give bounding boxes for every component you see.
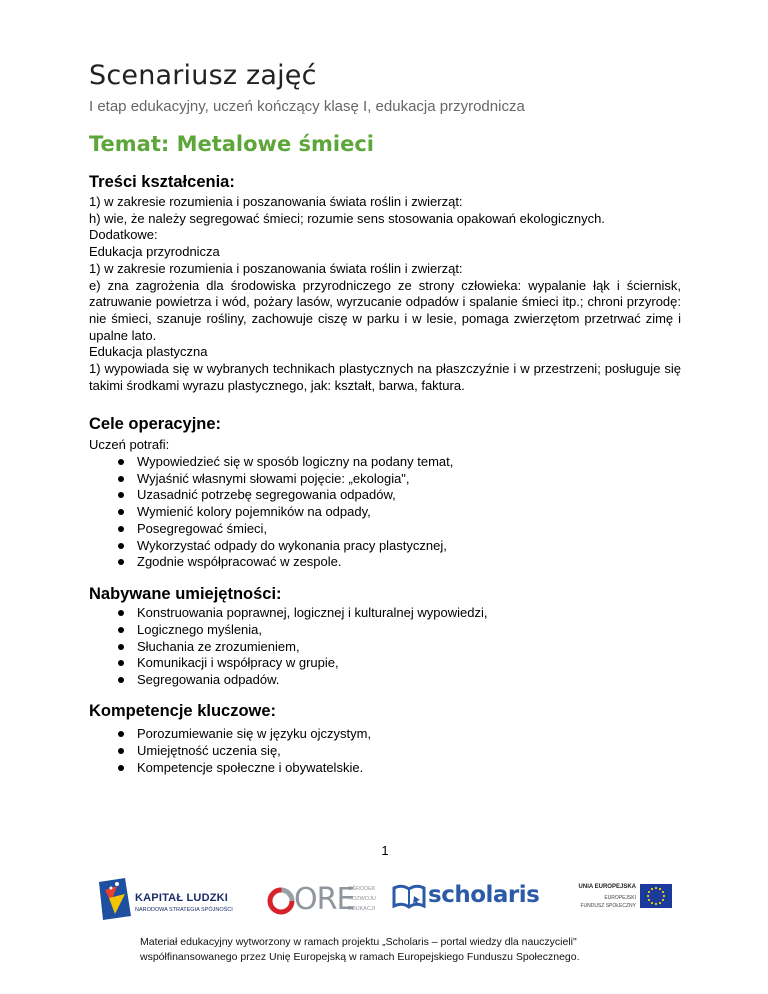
- list-item: Logicznego myślenia,: [89, 622, 681, 639]
- section-heading: Treści kształcenia:: [89, 173, 235, 191]
- bullet-dot-icon: [118, 644, 124, 650]
- bullet-dot-icon: [118, 459, 124, 465]
- bullet-list: [89, 605, 681, 689]
- bullet-list: [89, 454, 681, 572]
- eu-flag-icon: [640, 884, 672, 908]
- scholaris-book-icon: [392, 882, 426, 912]
- section-heading: Cele operacyjne:: [89, 415, 222, 433]
- bullet-dot-icon: [118, 476, 124, 482]
- bullet-dot-icon: [118, 731, 124, 737]
- bullet-dot-icon: [118, 509, 124, 515]
- list-item: Wypowiedzieć się w sposób logiczny na podany temat,: [89, 454, 681, 471]
- kapital-ludzki-emblem-icon: [95, 876, 135, 922]
- eu-title: UNIA EUROPEJSKA: [578, 884, 636, 890]
- footer-logos: [0, 868, 768, 926]
- paragraph: 1) w zakresie rozumienia i poszanowania świata roślin i zwierząt:: [89, 260, 463, 276]
- bullet-dot-icon: [118, 627, 124, 633]
- kapital-ludzki-logo: [95, 876, 245, 926]
- bullet-list: [89, 726, 681, 776]
- bullet-dot-icon: [118, 677, 124, 683]
- list-item: Komunikacji i współpracy w grupie,: [89, 655, 681, 672]
- bullet-dot-icon: [118, 660, 124, 666]
- bullet-dot-icon: [118, 559, 124, 565]
- paragraph: Dodatkowe:: [89, 227, 158, 243]
- list-item: Wymienić kolory pojemników na odpady,: [89, 504, 681, 521]
- ore-subtext: EDUKACJI: [348, 906, 376, 912]
- eu-subtext: FUNDUSZ SPOŁECZNY: [580, 903, 636, 909]
- section-heading: Kompetencje kluczowe:: [89, 702, 277, 720]
- lesson-topic: Temat: Metalowe śmieci: [89, 132, 374, 156]
- eu-subtext: EUROPEJSKI: [604, 895, 636, 901]
- ore-ring-icon: [266, 886, 296, 916]
- scholaris-text: scholaris: [428, 882, 540, 908]
- bullet-dot-icon: [118, 543, 124, 549]
- list-item: Segregowania odpadów.: [89, 672, 681, 689]
- scholaris-logo: [392, 880, 540, 920]
- list-item: Posegregować śmieci,: [89, 521, 681, 538]
- paragraph: h) wie, że należy segregować śmieci; rozumie sens stosowania opakowań ekologicznych.: [89, 210, 605, 226]
- bullet-dot-icon: [118, 610, 124, 616]
- list-item: Umiejętność uczenia się,: [89, 743, 681, 760]
- footer-line: Materiał edukacyjny wytworzony w ramach projektu „Scholaris – portal wiedzy dla nauczycieli": [140, 936, 577, 948]
- list-item: Wyjaśnić własnymi słowami pojęcie: „ekologia",: [89, 471, 681, 488]
- footer-text: [140, 935, 660, 965]
- ore-subtext: OŚRODEK: [348, 886, 376, 892]
- list-item: Porozumiewanie się w języku ojczystym,: [89, 726, 681, 743]
- paragraph: Uczeń potrafi:: [89, 437, 170, 452]
- paragraph: e) zna zagrożenia dla środowiska przyrodniczego ze strony człowieka: wypalanie łąk i ściernisk, zatruwanie powietrza i wód, pożary lasów, wyrzucanie odpadów i spalanie śmieci itp.; chroni przyrodę: nie śmieci, szanuje rośliny, zachowuje ciszę w parku i w lesie, pomaga zwierzętom przetrwać zimę i upalne lato.: [89, 277, 681, 343]
- ore-subtext: ROZWOJU: [348, 896, 376, 902]
- section-tresci: [89, 171, 681, 394]
- paragraph: 1) w zakresie rozumienia i poszanowania świata roślin i zwierząt:: [89, 194, 463, 209]
- eu-logo: [556, 882, 676, 916]
- paragraph: Edukacja przyrodnicza: [89, 244, 220, 260]
- bullet-dot-icon: [118, 748, 124, 754]
- bullet-dot-icon: [118, 492, 124, 498]
- bullet-dot-icon: [118, 526, 124, 532]
- list-item: Słuchania ze zrozumieniem,: [89, 639, 681, 656]
- section-heading: Nabywane umiejętności:: [89, 585, 282, 603]
- ore-logo: [266, 878, 376, 924]
- list-item: Uzasadnić potrzebę segregowania odpadów,: [89, 487, 681, 504]
- paragraph: 1) wypowiada się w wybranych technikach plastycznych na płaszczyźnie i w przestrzeni; posługuje się takimi środkami wyrazu plastycznego, jak: kształt, barwa, faktura.: [89, 361, 681, 393]
- list-item: Zgodnie współpracować w zespole.: [89, 554, 681, 571]
- page-number: 1: [381, 843, 389, 858]
- list-item: Wykorzystać odpady do wykonania pracy plastycznej,: [89, 538, 681, 555]
- paragraph: Edukacja plastyczna: [89, 344, 208, 360]
- kapital-ludzki-subtext: NARODOWA STRATEGIA SPÓJNOŚCI: [135, 907, 233, 913]
- ore-text: ORE: [294, 882, 355, 917]
- list-item: Konstruowania poprawnej, logicznej i kulturalnej wypowiedzi,: [89, 605, 681, 622]
- section-cele: [89, 413, 681, 571]
- bullet-dot-icon: [118, 765, 124, 771]
- document-title: Scenariusz zajęć: [89, 60, 317, 91]
- document-subtitle: I etap edukacyjny, uczeń kończący klasę I, edukacja przyrodnicza: [89, 98, 525, 115]
- footer-line: współfinansowanego przez Unię Europejską w ramach Europejskiego Funduszu Społecznego.: [140, 951, 580, 963]
- kapital-ludzki-text: KAPITAŁ LUDZKI: [135, 892, 229, 904]
- section-kompetencje: [89, 700, 681, 776]
- list-item: Kompetencje społeczne i obywatelskie.: [89, 760, 681, 777]
- section-umiejetnosci: [89, 583, 681, 689]
